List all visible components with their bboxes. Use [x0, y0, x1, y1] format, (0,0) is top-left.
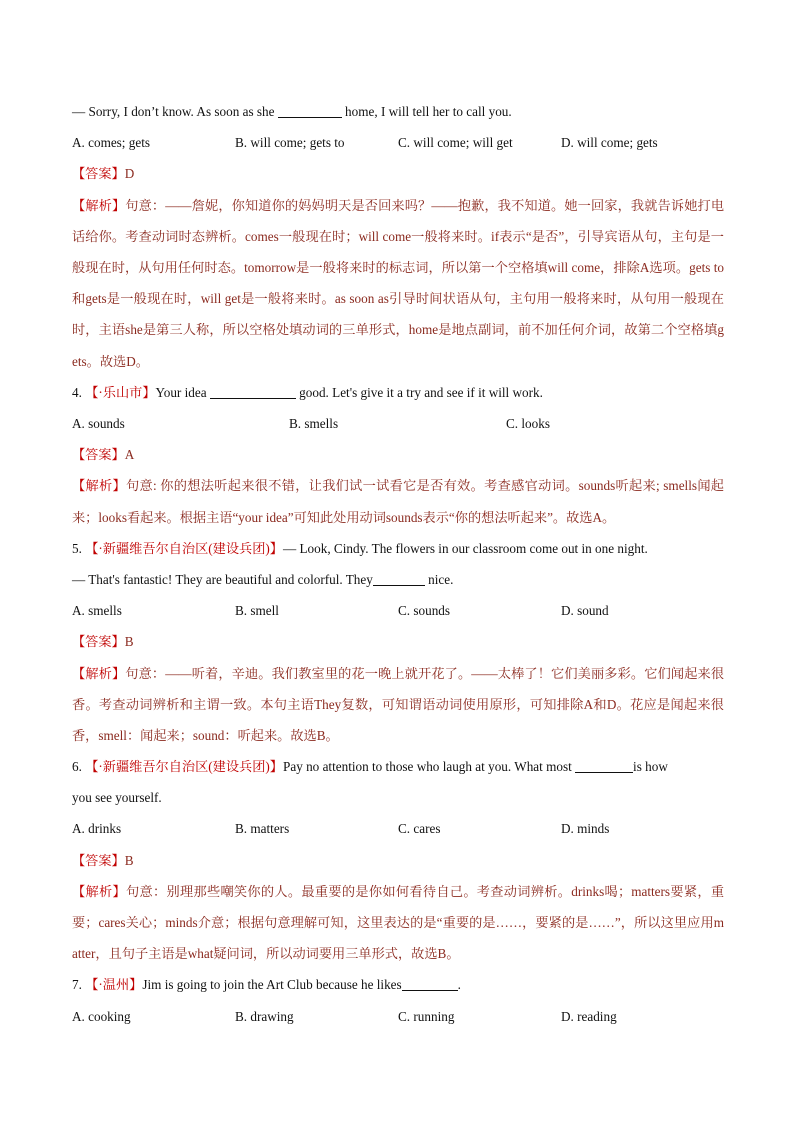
q4-answer: 【答案】A — [72, 447, 135, 463]
q4-stem: 4. 【·乐山市】Your idea good. Let's give it a try and see if it will work. — [72, 384, 543, 400]
q7-option-c: C. running — [398, 1008, 455, 1024]
q4-option-c: C. looks — [506, 415, 550, 431]
answer-blank — [373, 571, 425, 586]
q5-options — [72, 595, 724, 626]
document-page — [72, 96, 724, 1032]
q7-option-d: D. reading — [561, 1008, 617, 1024]
q7-option-b: B. drawing — [235, 1008, 294, 1024]
q4-analysis: 【解析】句意: 你的想法听起来很不错，让我们试一试看它是否有效。考查感官动词。sounds听起来; smells闻起来；looks看起来。根据主语“your idea”可知此处用动词sounds表示“你的想法听起来”。故选A。 — [72, 478, 724, 525]
answer-blank — [210, 384, 296, 399]
q6-option-a: A. drinks — [72, 821, 122, 837]
q7-options — [72, 1001, 724, 1032]
q6-option-d: D. minds — [561, 821, 610, 837]
answer-blank — [278, 103, 342, 118]
q6-option-c: C. cares — [398, 821, 441, 837]
q3-option-d: D. will come; gets — [561, 135, 658, 151]
q6-options — [72, 813, 724, 844]
answer-blank — [402, 976, 458, 991]
q7-stem: 7. 【·温州】Jim is going to join the Art Club because he likes . — [72, 977, 461, 993]
q4-option-a: A. sounds — [72, 415, 125, 431]
q4-option-b: B. smells — [289, 415, 339, 431]
q5-option-a: A. smells — [72, 603, 122, 619]
q3-option-c: C. will come; will get — [398, 135, 513, 151]
q5-stem: 5. 【·新疆维吾尔自治区(建设兵团)】— Look, Cindy. The flowers in our classroom come out in one night. — [72, 540, 648, 556]
q5-answer: 【答案】B — [72, 634, 134, 650]
q6-stem-2: you see yourself. — [72, 790, 162, 806]
q3-answer: 【答案】D — [72, 166, 135, 182]
q6-stem: 6. 【·新疆维吾尔自治区(建设兵团)】Pay no attention to those who laugh at you. What most is how — [72, 759, 668, 775]
q5-analysis: 【解析】句意：——听着，辛迪。我们教室里的花一晚上就开花了。——太棒了！它们美丽多彩。它们闻起来很香。考查动词辨析和主谓一致。本句主语They复数，可知谓语动词使用原形，可知排除A和D。花应是闻起来很香，smell：闻起来；sound：听起来。故选B。 — [72, 665, 725, 743]
answer-blank — [575, 758, 633, 773]
q5-option-c: C. sounds — [398, 603, 451, 619]
q5-stem-2: — That's fantastic! They are beautiful and colorful. They nice. — [72, 571, 454, 587]
q4-options — [72, 408, 724, 439]
q6-option-b: B. matters — [235, 821, 290, 837]
q7-option-a: A. cooking — [72, 1008, 131, 1024]
q6-analysis: 【解析】句意：别理那些嘲笑你的人。最重要的是你如何看待自己。考查动词辨析。drinks喝；matters要紧，重要；cares关心；minds介意；根据句意理解可知，这里表达的是“重要的是……，要紧的是……”，所以这里应用matter，且句子主语是what疑问词，所以动词要用三单形式，故选B。 — [72, 883, 725, 962]
q6-answer: 【答案】B — [72, 852, 134, 868]
q3-analysis: 【解析】句意：——詹妮，你知道你的妈妈明天是否回来吗？——抱歉，我不知道。她一回家，我就告诉她打电话给你。考查动词时态辨析。comes一般现在时；will come一般将来时。if表示“是否”，引导宾语从句，主句是一般现在时，从句用任何时态。tomorrow是一般将来时的标志词，所以第一个空格填will come，排除A选项。gets to和gets是一般现在时，will get是一般将来时。as soon as引导时间状语从句，主句用一般将来时，从句用一般现在时，主语she是第三人称，所以空格处填动词的三单形式，home是地点副词，前不加任何介词，故第二个空格填gets。故选D。 — [72, 197, 725, 369]
q3-option-b: B. will come; gets to — [235, 135, 345, 151]
q3-options — [72, 127, 724, 158]
q5-option-d: D. sound — [561, 603, 609, 619]
q3-option-a: A. comes; gets — [72, 135, 151, 151]
q5-option-b: B. smell — [235, 603, 279, 619]
q3-stem: — Sorry, I don’t know. As soon as she home, I will tell her to call you. — [72, 104, 512, 119]
